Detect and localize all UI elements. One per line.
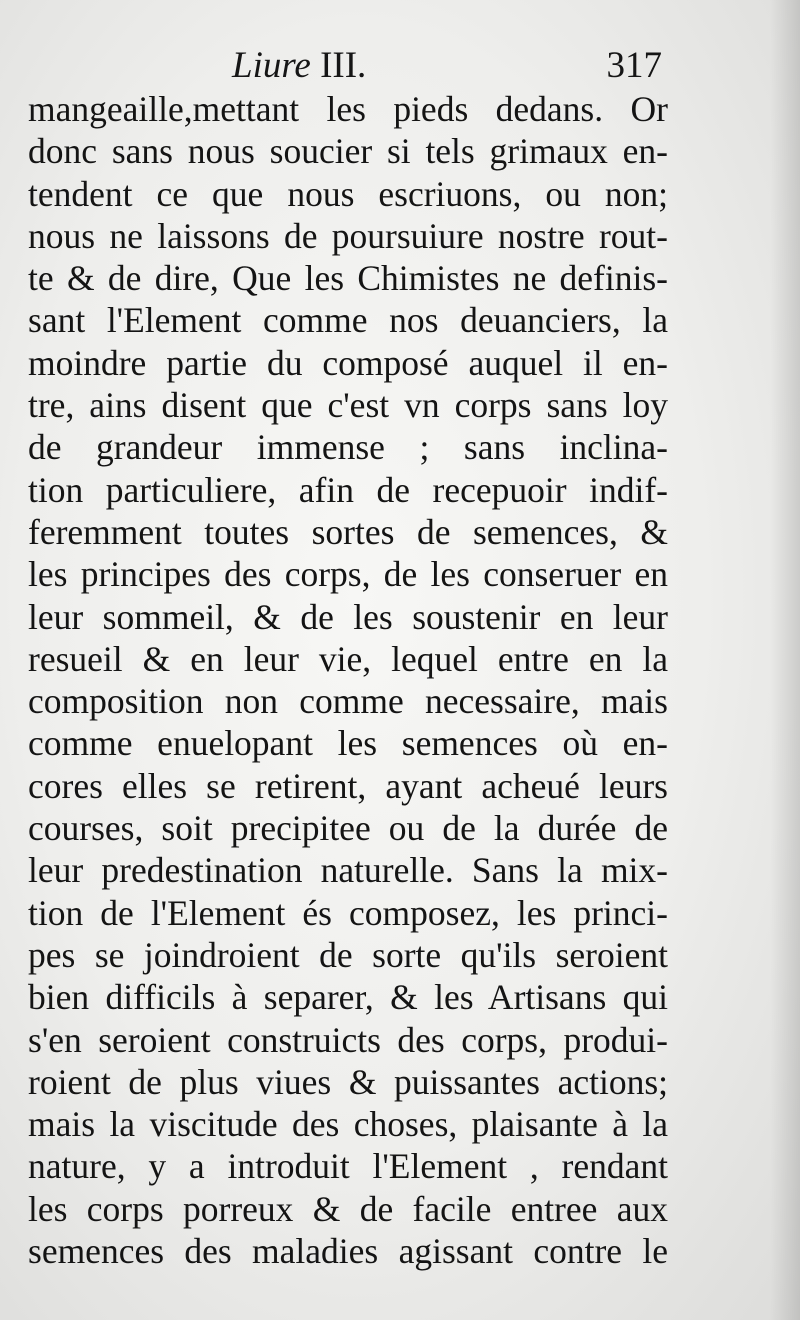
text-line: sant l'Element comme nos deuanciers, la <box>28 300 668 341</box>
text-line: mais la viscitude des choses, plaisante à la <box>28 1104 668 1145</box>
text-line: feremment toutes sortes de semences, & <box>28 511 668 552</box>
text-line: les principes des corps, de les conseruer en <box>28 554 668 595</box>
text-line: nous ne laissons de poursuiure nostre rout- <box>28 215 668 256</box>
text-line: tion particuliere, afin de recepuoir indif- <box>28 469 668 510</box>
text-line: bien difficils à separer, & les Artisans qui <box>28 977 668 1018</box>
text-line: nature, y a introduit l'Element , rendant <box>28 1146 668 1187</box>
text-line: roient de plus viues & puissantes actions; <box>28 1061 668 1102</box>
page-number: 317 <box>606 45 662 86</box>
text-line: pes se joindroient de sorte qu'ils seroient <box>28 934 668 975</box>
text-line: leur predestination naturelle. Sans la mix- <box>28 850 668 891</box>
text-line: composition non comme necessaire, mais <box>28 681 668 722</box>
page-edge-shadow <box>770 0 800 1320</box>
text-line: comme enuelopant les semences où en- <box>28 723 668 764</box>
text-line: tre, ains disent que c'est vn corps sans loy <box>28 385 668 426</box>
text-line: de grandeur immense ; sans inclina- <box>28 427 668 468</box>
running-title-number: III. <box>320 45 367 86</box>
text-line: donc sans nous soucier si tels grimaux en- <box>28 131 668 172</box>
body-text <box>28 88 668 1272</box>
page-header <box>232 40 662 92</box>
running-title <box>232 40 366 92</box>
text-line: resueil & en leur vie, lequel entre en la <box>28 638 668 679</box>
text-line: tendent ce que nous escriuons, ou non; <box>28 173 668 214</box>
text-line: te & de dire, Que les Chimistes ne definis- <box>28 258 668 299</box>
text-line: tion de l'Element és composez, les princi- <box>28 892 668 933</box>
text-line: leur sommeil, & de les soustenir en leur <box>28 596 668 637</box>
text-line: mangeaille,mettant les pieds dedans. Or <box>28 89 668 129</box>
running-title-word: Liure <box>232 45 311 86</box>
text-line: cores elles se retirent, ayant acheué leurs <box>28 765 668 806</box>
text-line: courses, soit precipitee ou de la durée de <box>28 808 668 849</box>
text-line: semences des maladies agissant contre le <box>28 1231 668 1272</box>
text-line: s'en seroient construicts des corps, produi- <box>28 1019 668 1060</box>
text-line: moindre partie du composé auquel il en- <box>28 342 668 383</box>
text-line: les corps porreux & de facile entree aux <box>28 1188 668 1229</box>
